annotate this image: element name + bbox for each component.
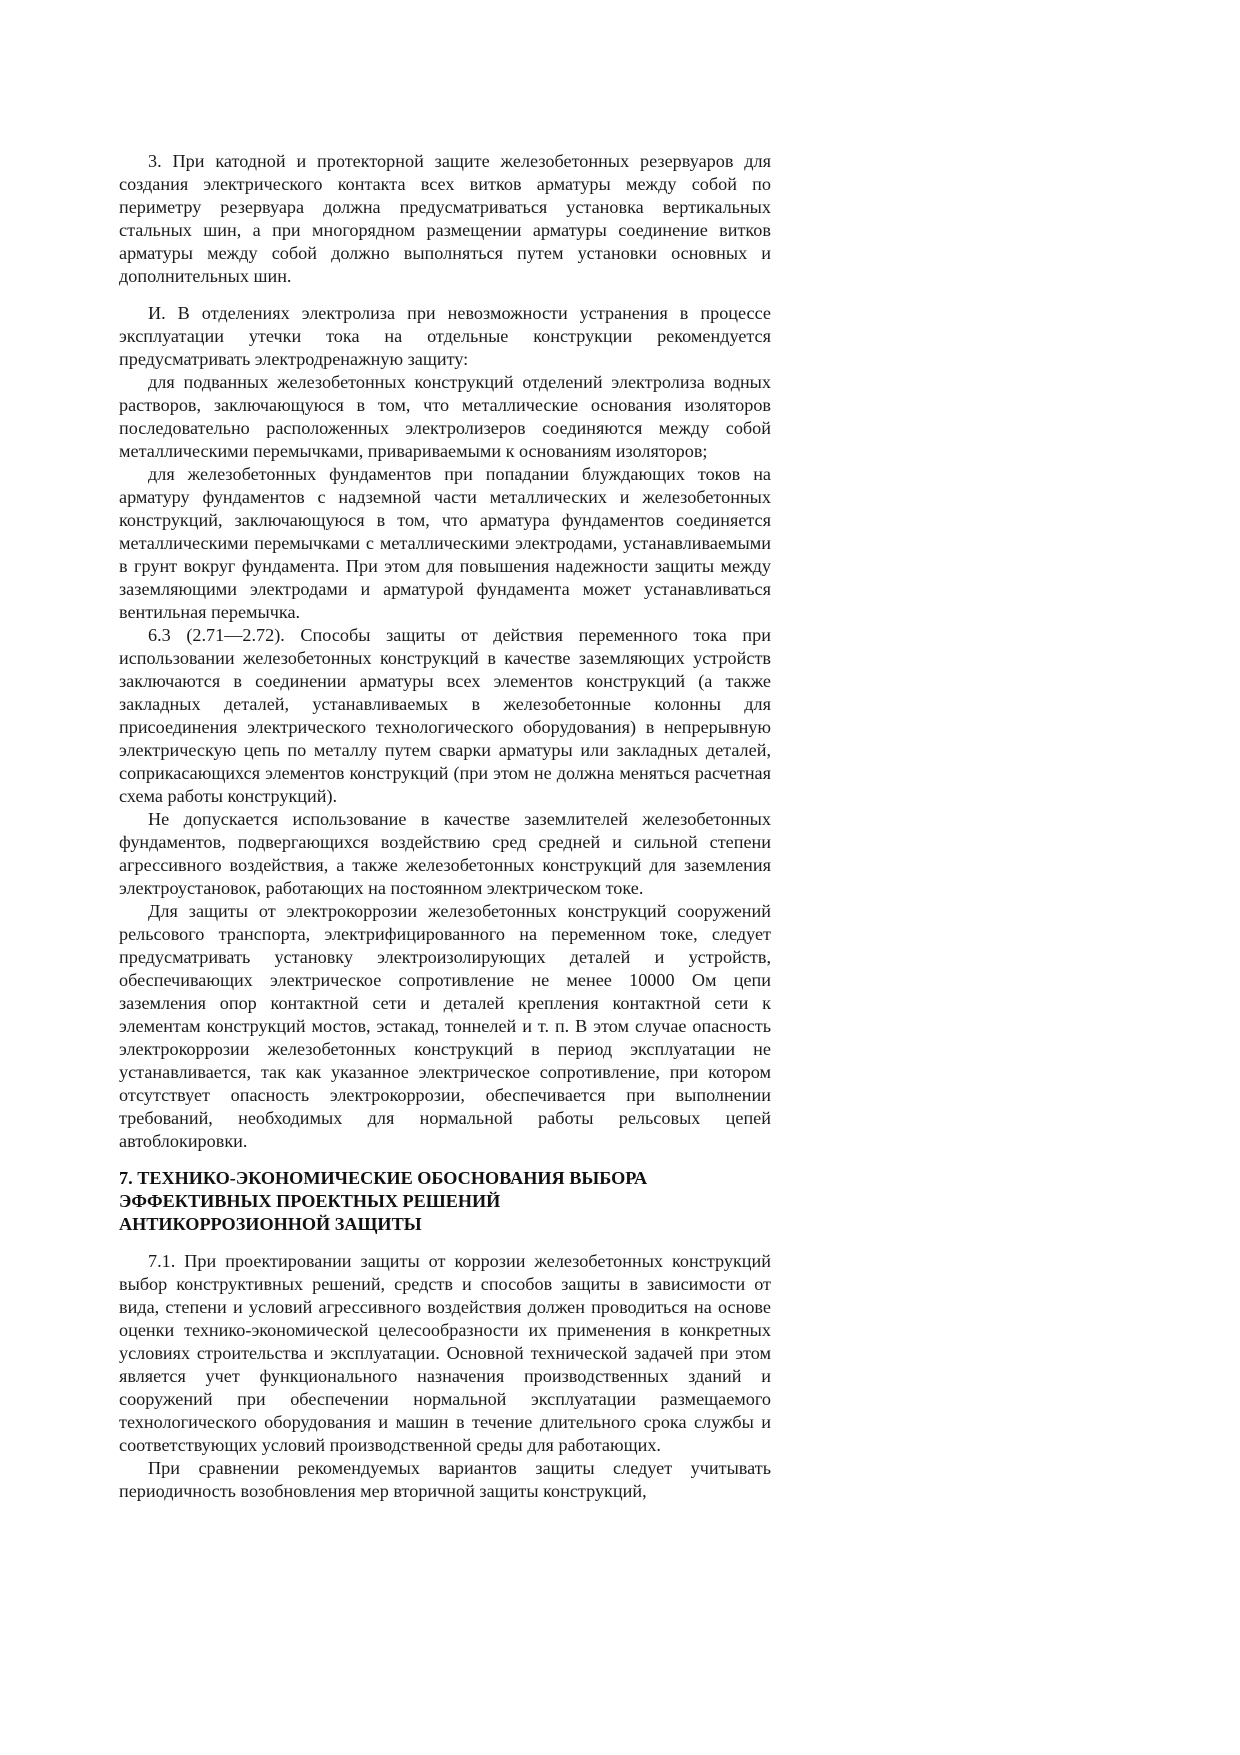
document-page [119,150,771,1503]
paragraph-6-3-alternating-current: 6.3 (2.71—2.72). Способы защиты от действия переменного тока при использовании железобетонных конструкций в качестве заземляющих устройств заключаются в соединении арматуры всех элементов конструкций (а также закладных деталей, устанавливаемых в железобетонные колонны для присоединения электрического технологического оборудования) в непрерывную электрическую цепь по металлу путем сварки арматуры или закладных деталей, соприкасающихся элементов конструкций (при этом не должна меняться расчетная схема работы конструкций). [119,625,771,806]
paragraph-under-bath-structures: для подванных железобетонных конструкций отделений электролиза водных растворов, заключающуюся в том, что металлические основания изоляторов последовательно расположенных электролизеров соединяются между собой металлическими перемычками, привариваемыми к основаниям изоляторов; [119,372,771,461]
paragraph-foundations: для железобетонных фундаментов при попадании блуждающих токов на арматуру фундаментов с надземной части металлических и железобетонных конструкций, заключающуюся в том, что арматура фундаментов соединяется металлическими перемычками с металлическими электродами, устанавливаемыми в грунт вокруг фундамента. При этом для повышения надежности защиты между заземляющими электродами и арматурой фундамента может устанавливаться вентильная перемычка. [119,464,771,622]
section-heading-7 [119,1167,771,1236]
paragraph-rail-transport: Для защиты от электрокоррозии железобетонных конструкций сооружений рельсового транспорта, электрифицированного на переменном токе, следует предусматривать установку электроизолирующих деталей и устройств, обеспечивающих электрическое сопротивление не менее 10000 Ом цепи заземления опор контактной сети и деталей крепления контактной сети к элементам конструкций мостов, эстакад, тоннелей и т. п. В этом случае опасность электрокоррозии железобетонных конструкций в период эксплуатации не устанавливается, так как указанное электрическое сопротивление, при котором отсутствует опасность электрокоррозии, обеспечивается при выполнении требований, необходимых для нормальной работы рельсовых цепей автоблокировки. [119,901,771,1151]
section-heading-line-1: 7. ТЕХНИКО-ЭКОНОМИЧЕСКИЕ ОБОСНОВАНИЯ ВЫБОРА [119,1168,648,1188]
paragraph-comparison-variants: При сравнении рекомендуемых вариантов защиты следует учитывать периодичность возобновления мер вторичной защиты конструкций, [119,1458,771,1501]
paragraph-grounding-not-allowed: Не допускается использование в качестве заземлителей железобетонных фундаментов, подвергающихся воздействию сред средней и сильной степени агрессивного воздействия, а также железобетонных конструкций для заземления электроустановок, работающих на постоянном электрическом токе. [119,809,771,898]
paragraph-cathodic-protection: 3. При катодной и протекторной защите железобетонных резервуаров для создания электрического контакта всех витков арматуры между собой по периметру резервуара должна предусматриваться установка вертикальных стальных шин, а при многорядном размещении арматуры соединение витков арматуры между собой должно выполняться путем установки основных и дополнительных шин. [119,151,771,286]
section-heading-line-3: АНТИКОРРОЗИОННОЙ ЗАЩИТЫ [119,1214,422,1234]
paragraph-7-1-design: 7.1. При проектировании защиты от коррозии железобетонных конструкций выбор конструктивных решений, средств и способов защиты в зависимости от вида, степени и условий агрессивного воздействия должен проводиться на основе оценки технико-экономической целесообразности их применения в конкретных условиях строительства и эксплуатации. Основной технической задачей при этом является учет функционального назначения производственных зданий и сооружений при обеспечении нормальной эксплуатации размещаемого технологического оборудования и машин в течение длительного срока службы и соответствующих условий производственной среды для работающих. [119,1251,771,1455]
paragraph-electrolysis-departments: И. В отделениях электролиза при невозможности устранения в процессе эксплуатации утечки тока на отдельные конструкции рекомендуется предусматривать электродренажную защиту: [119,303,771,369]
section-heading-line-2: ЭФФЕКТИВНЫХ ПРОЕКТНЫХ РЕШЕНИЙ [119,1191,501,1211]
